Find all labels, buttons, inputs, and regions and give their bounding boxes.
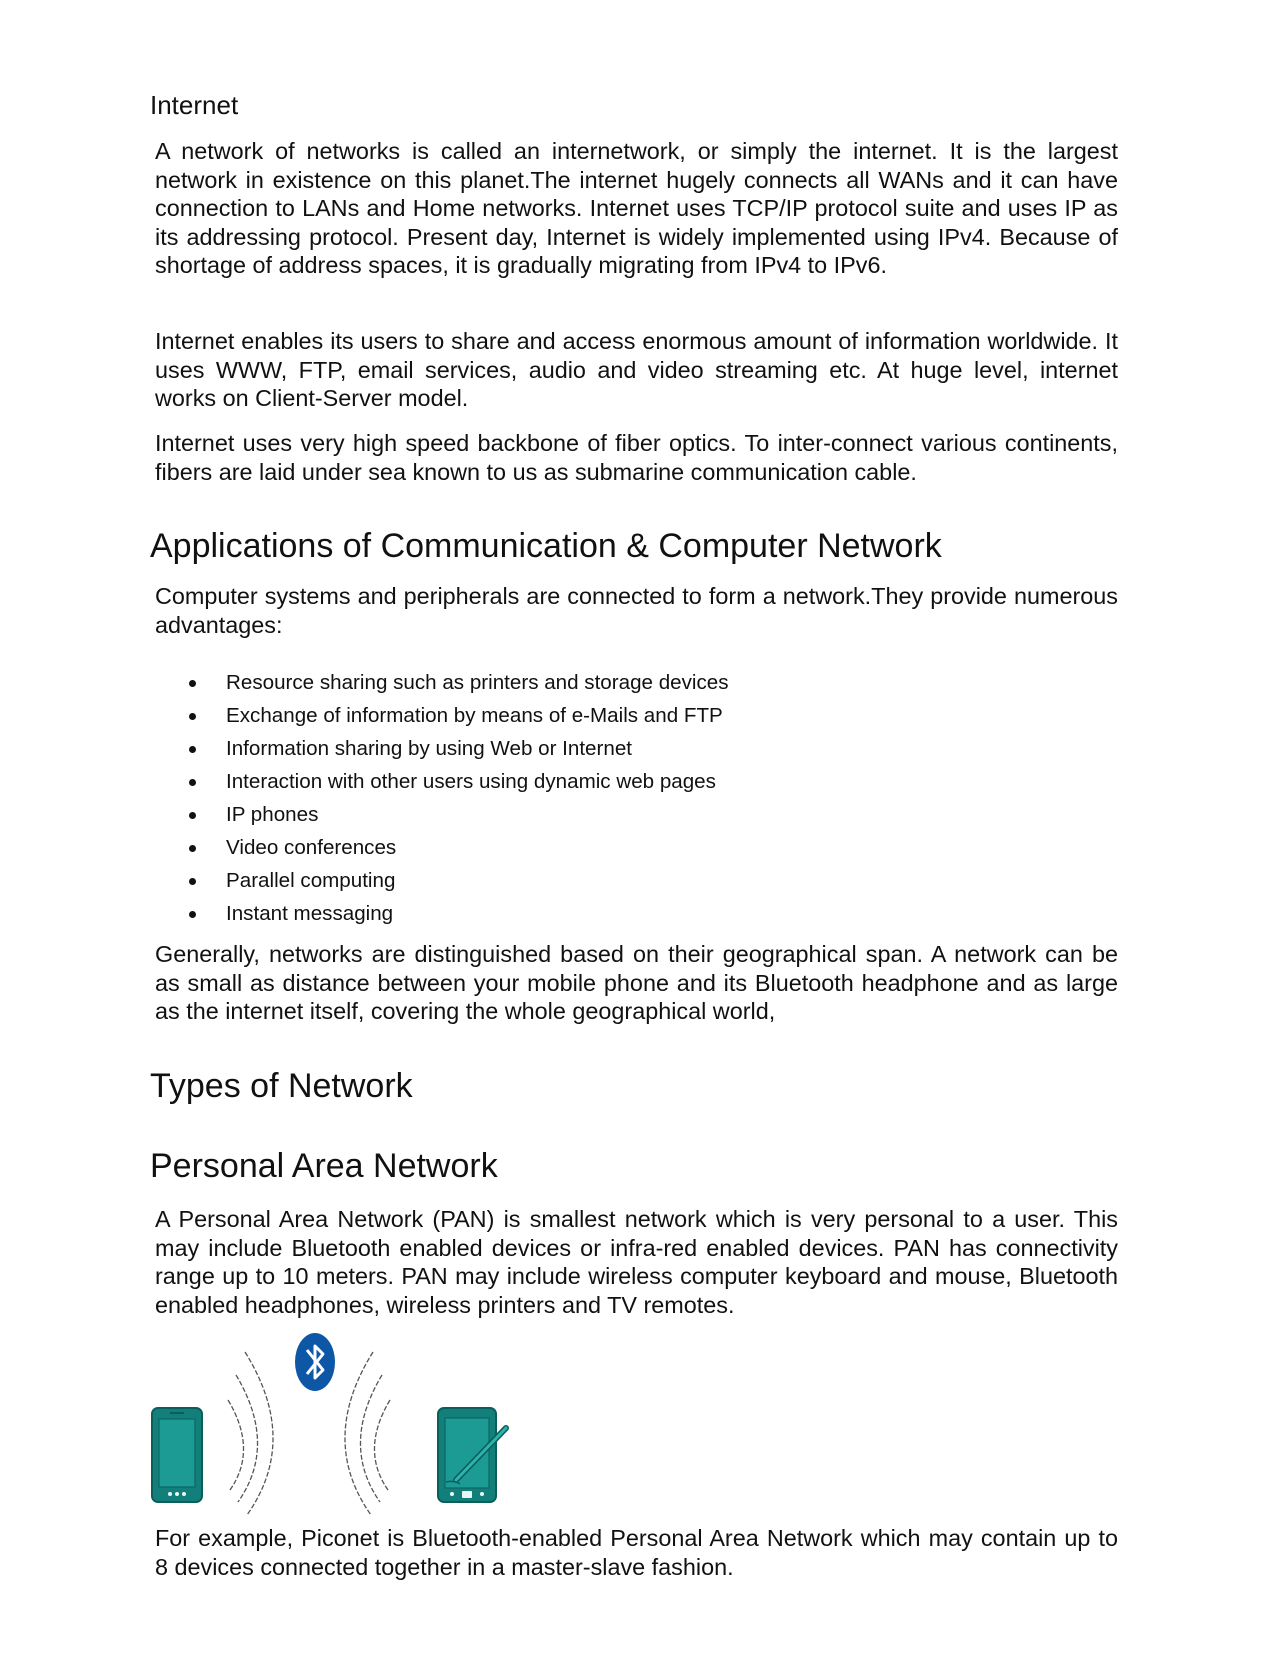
signal-waves-right-icon — [345, 1352, 390, 1515]
list-item: Exchange of information by means of e-Mails and FTP — [182, 699, 729, 732]
pan-paragraph: A Personal Area Network (PAN) is smallest network which is very personal to a user. This may include Bluetooth enabled devices or infra-red enabled devices. PAN has connectivity range up to 10 meters. PAN may include wireless computer keyboard and mouse, Bluetooth enabled headphones, wireless printers and TV remotes. — [155, 1206, 1118, 1318]
applications-intro: Computer systems and peripherals are connected to form a network.They provide numerous advantages: — [155, 583, 1118, 638]
bluetooth-icon — [295, 1333, 335, 1391]
bullet-icon — [189, 911, 196, 918]
list-item: IP phones — [182, 798, 729, 831]
bullet-icon — [189, 845, 196, 852]
pan-heading: Personal Area Network — [150, 1147, 498, 1185]
types-heading: Types of Network — [150, 1067, 413, 1105]
internet-paragraph-3: Internet uses very high speed backbone of fiber optics. To inter-connect various continents, fibers are laid under sea known to us as submarine communication cable. — [155, 430, 1118, 485]
internet-paragraph-1: A network of networks is called an internetwork, or simply the internet. It is the largest network in existence on this planet.The internet hugely connects all WANs and it can have connection to LANs and Home networks. Internet uses TCP/IP protocol suite and uses IP as its addressing protocol. Present day, Internet is widely implemented using IPv4. Because of shortage of address spaces, it is gradually migrating from IPv4 to IPv6. — [155, 138, 1118, 279]
list-item: Interaction with other users using dynamic web pages — [182, 765, 729, 798]
list-item: Resource sharing such as printers and storage devices — [182, 666, 729, 699]
bullet-icon — [189, 812, 196, 819]
bullet-icon — [189, 746, 196, 753]
smartphone-icon — [152, 1408, 202, 1502]
internet-paragraph-2: Internet enables its users to share and access enormous amount of information worldwide. It uses WWW, FTP, email services, audio and video streaming etc. At huge level, internet works on Client-Server model. — [155, 328, 1118, 412]
geography-paragraph: Generally, networks are distinguished based on their geographical span. A network can be as small as distance between your mobile phone and its Bluetooth headphone and as large as the internet itself, covering the whole geographical world, — [155, 941, 1118, 1025]
internet-heading: Internet — [150, 90, 239, 120]
bullet-icon — [189, 779, 196, 786]
bullet-icon — [189, 713, 196, 720]
list-item: Parallel computing — [182, 864, 729, 897]
bullet-icon — [189, 878, 196, 885]
list-item: Instant messaging — [182, 897, 729, 930]
piconet-paragraph: For example, Piconet is Bluetooth-enabled Personal Area Network which may contain up to 8 devices connected together in a master-slave fashion. — [155, 1525, 1118, 1580]
tablet-with-stylus-icon — [438, 1408, 506, 1502]
list-item: Video conferences — [182, 831, 729, 864]
applications-heading: Applications of Communication & Computer Network — [150, 527, 942, 565]
signal-waves-left-icon — [228, 1352, 273, 1515]
list-item: Information sharing by using Web or Internet — [182, 732, 729, 765]
applications-list — [182, 666, 729, 930]
pan-illustration — [150, 1330, 520, 1520]
bullet-icon — [189, 680, 196, 687]
